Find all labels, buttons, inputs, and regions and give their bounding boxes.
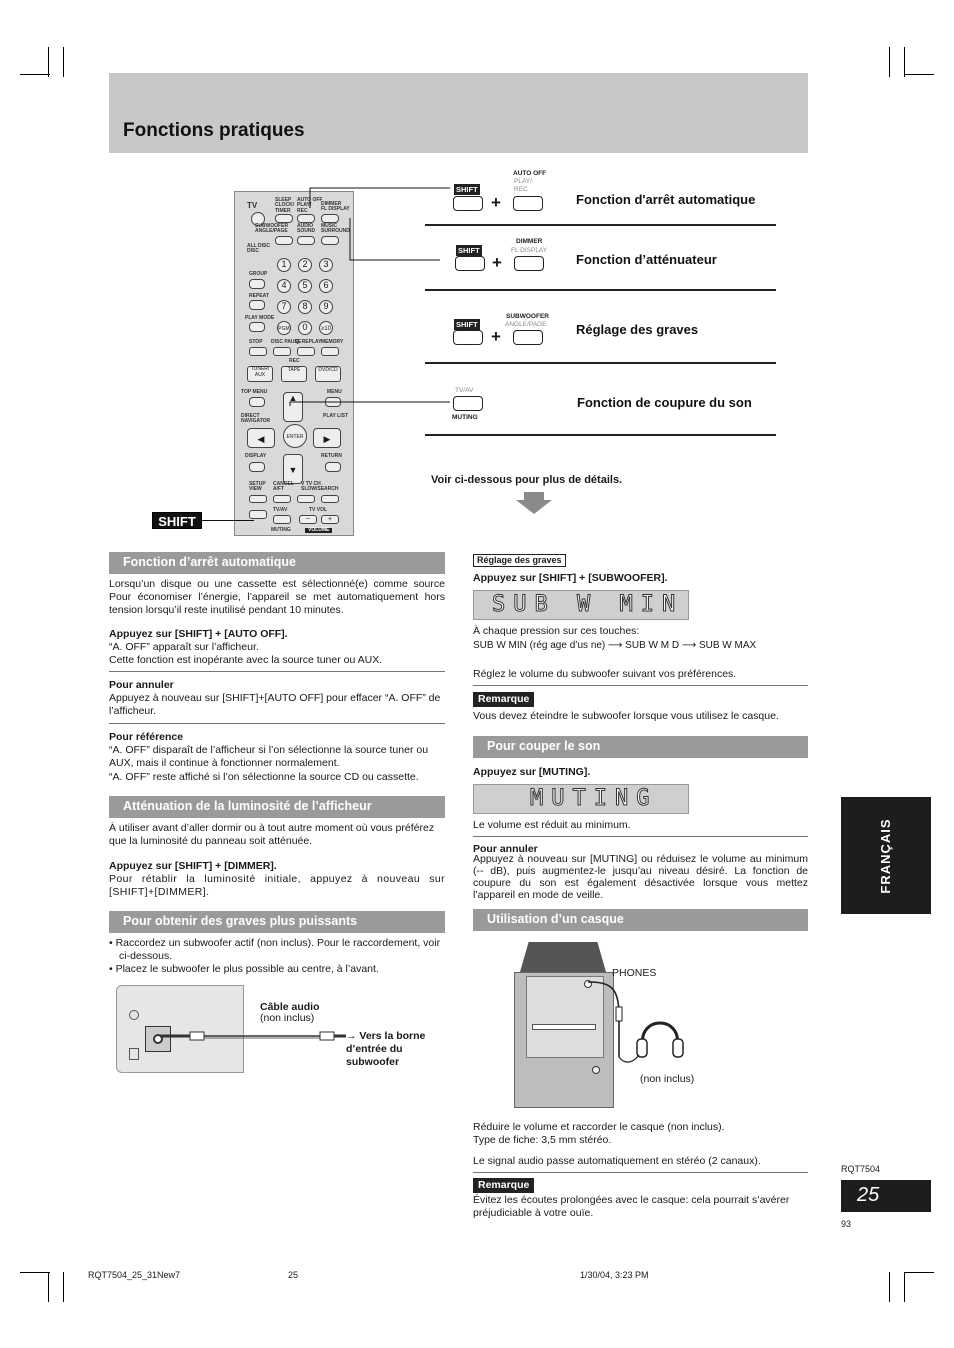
auto-off-rule1	[109, 671, 445, 672]
remote-rec-label: REC	[289, 358, 300, 364]
remote-tvav-label: TV/AV	[273, 507, 288, 513]
remote-digit-6: 6	[319, 279, 333, 293]
remote-menu-label: MENU	[327, 389, 342, 395]
func3-rule	[425, 362, 776, 364]
func1-cap: AUTO OFF	[513, 170, 547, 177]
remote-tvvol-label: TV VOL	[309, 507, 328, 513]
remote-pause-label: DISC PAUSE	[271, 339, 302, 345]
remote-slow-fwd-button	[321, 495, 339, 503]
mute-heading: Pour couper le son	[473, 736, 808, 758]
remote-playlist-label: PLAY LIST	[323, 413, 349, 419]
headphone-not-incl: (non inclus)	[640, 1073, 695, 1085]
sub-adjust-sequence	[473, 640, 756, 653]
remote-muting-label: MUTING	[271, 527, 291, 533]
sub-adjust-each-press: À chaque pression sur ces touches:	[473, 625, 640, 637]
remote-cancel-label: CANCEL A/FT	[273, 481, 294, 493]
auto-off-press-line2: Cette fonction est inopérante avec la source tuner ou AUX.	[109, 654, 383, 666]
func2-shift-tag: SHIFT	[458, 246, 480, 255]
remote-up-button: ▲	[283, 392, 303, 422]
page-title: Fonctions pratiques	[123, 120, 305, 142]
unit-top	[520, 942, 606, 972]
headphone-remark-text: Évitez les écoutes prolongées avec le casque: cela pourrait s’avérer préjudiciable à votre ouïe.	[473, 1194, 790, 1220]
sub-seq-mid: SUB W M D	[625, 640, 680, 651]
rear-panel-terminal-b	[129, 1048, 139, 1060]
func4-muting-key	[453, 396, 483, 411]
mute-press: Appuyez sur [MUTING].	[473, 766, 591, 778]
remote-qreplay-label: Q. REPLAY	[295, 339, 322, 345]
remote-digit-7: 7	[277, 300, 291, 314]
auto-off-ref-text2: “A. OFF” reste affiché si l’on sélectionne la source CD ou cassette.	[109, 771, 419, 783]
remote-topmenu-label: TOP MENU	[241, 389, 268, 395]
func4-cap: MUTING	[452, 414, 478, 421]
page-number-box	[841, 1180, 931, 1212]
remote-cancel-button	[273, 495, 291, 503]
headphone-rule	[473, 1172, 808, 1173]
remote-tv-label: TV	[247, 201, 258, 210]
bass-bullet2: • Placez le subwoofer le plus possible au centre, à l’avant.	[109, 963, 379, 975]
sub-adjust-rule	[473, 685, 808, 686]
footer-file: RQT7504_25_31New7	[88, 1270, 181, 1280]
mute-cancel-text: Appuyez à nouveau sur [MUTING] ou réduisez le volume au minimum (-- dB), puis augmentez-le jusqu’au niveau désiré. La fonction de coupure du son est également désactivée lorsque vous mettez l’appareil en mode de veille.	[473, 853, 808, 901]
remote-sound-label: AUDIO SOUND	[297, 223, 316, 235]
mute-text: Le volume est réduit au minimum.	[473, 819, 631, 831]
remote-tape-button: TAPE	[281, 366, 307, 382]
cable-sub-label: (non inclus)	[260, 1012, 315, 1024]
func2-plus: +	[492, 253, 502, 272]
auto-off-ref-text1: “A. OFF” disparaît de l’afficheur si l’on sélectionne la source tuner ou AUX, mais il continue à fonctionner normalement.	[109, 744, 429, 770]
mute-lcd: MUTING	[473, 784, 689, 814]
phones-label: PHONES	[612, 967, 657, 979]
auto-off-cancel-text: Appuyez à nouveau sur [SHIFT]+[AUTO OFF] pour effacer “A. OFF” de l’afficheur.	[109, 692, 441, 718]
func1-autooff-key	[513, 196, 543, 211]
func3-shift-tag: SHIFT	[456, 320, 478, 329]
remote-tuner-button: TUNER/ AUX	[247, 366, 273, 382]
shift-callout: SHIFT	[152, 512, 202, 529]
title-band	[109, 73, 808, 153]
remote-down-button: ▼	[283, 454, 303, 484]
func1-label: Fonction d'arrêt automatique	[576, 192, 756, 207]
bass-bullet2-text: Placez le subwoofer le plus possible au centre, à l’avant.	[115, 963, 379, 975]
language-tab	[841, 797, 931, 914]
remote-left-button: ◀	[247, 428, 275, 448]
bass-bullet1-text: Raccordez un subwoofer actif (non inclus). Pour le raccordement, voir ci-dessous.	[115, 937, 441, 963]
auto-off-intro: Lorsqu’un disque ou une cassette est sélectionné(e) comme source Pour économiser l’énergie, l’appareil se met automatiquement hors tension lorsqu’il reste inutilisé pendant 10 minutes.	[109, 578, 445, 617]
remote-digit-1: 1	[277, 258, 291, 272]
sub-page-number: 93	[841, 1219, 852, 1229]
remote-repeat-label: REPEAT	[249, 293, 269, 299]
auto-off-cancel-head: Pour annuler	[109, 679, 174, 691]
func2-rule	[425, 289, 776, 291]
audio-cable-icon	[160, 1026, 350, 1046]
func4-rule	[425, 434, 776, 436]
func1-plus: +	[491, 193, 501, 212]
mute-rule	[473, 836, 808, 837]
bass-bullet1: • Raccordez un subwoofer actif (non inclus). Pour le raccordement, voir ci-dessous.	[109, 937, 441, 963]
see-below-text: Voir ci-dessous pour plus de détails.	[431, 474, 623, 486]
auto-off-heading: Fonction d’arrêt automatique	[109, 552, 445, 574]
func3-subwoofer-key	[513, 330, 543, 345]
remote-digit-8: 8	[298, 300, 312, 314]
headphone-remark: Remarque	[473, 1178, 534, 1193]
sub-adjust-remark-text: Vous devez éteindre le subwoofer lorsque vous utilisez le casque.	[473, 710, 779, 722]
sub-adjust-press: Appuyez sur [SHIFT] + [SUBWOOFER].	[473, 572, 668, 584]
func1-sub: PLAY/ REC	[514, 178, 532, 194]
func2-label: Fonction d’atténuateur	[576, 252, 717, 267]
remote-surround-label: MUSIC SURROUND	[321, 223, 350, 235]
dimmer-intro: À utiliser avant d’aller dormir ou à tout autre moment où vous préférez que la luminosité du panneau soit atténuée.	[109, 822, 435, 848]
remote-digit-3: 3	[319, 258, 333, 272]
remote-return-label: RETURN	[321, 453, 342, 459]
remote-digit-4: 4	[277, 279, 291, 293]
remote-alldisc-label: ALL DISC DISC	[247, 243, 270, 255]
remote-subwoofer-label: SUBWOOFER ANGLE/PAGE	[255, 223, 289, 235]
remote-setup-button	[249, 495, 267, 503]
page-number: 25	[857, 1184, 880, 1206]
func3-sub: ANGLE/PAGE	[505, 321, 547, 328]
remote-memory-label: MEMORY	[321, 339, 344, 345]
sub-adjust-box-label: Réglage des graves	[473, 554, 566, 567]
rear-panel-terminal-a	[129, 1010, 139, 1020]
remote-playmode-label: PLAY MODE	[245, 315, 275, 321]
language-label: FRANÇAIS	[877, 817, 893, 894]
sub-seq-max: SUB W MAX	[698, 640, 757, 651]
sub-adjust-lcd: SUB W MIN	[473, 590, 689, 620]
func2-dimmer-key	[514, 256, 544, 271]
remote-display-label: DISPLAY	[245, 453, 267, 459]
cable-label: Câble audio	[260, 1001, 320, 1013]
func1-shift-tag: SHIFT	[456, 185, 478, 194]
arrow-right-icon: ⟶	[608, 640, 626, 651]
remote-autooff-label: AUTO OFF PLAY/ REC	[297, 197, 323, 214]
func2-cap: DIMMER	[516, 238, 543, 245]
headphone-heading: Utilisation d’un casque	[473, 909, 808, 931]
remote-volume-label: VOLUME	[305, 528, 332, 533]
remote-digit-2: 2	[298, 258, 312, 272]
leader-lines	[240, 180, 460, 420]
remote-muting-button	[273, 515, 291, 524]
remote-vol-down-button: −	[299, 515, 317, 524]
model-number: RQT7504	[841, 1164, 881, 1174]
dimmer-text: Pour rétablir la luminosité initiale, appuyez à nouveau sur [SHIFT]+[DIMMER].	[109, 873, 445, 899]
arrow-right-icon: ⟶	[681, 640, 699, 651]
func4-label: Fonction de coupure du son	[577, 395, 752, 410]
func3-cap: SUBWOOFER	[506, 313, 549, 320]
subwoofer-input-label: → Vers la borne d’entrée du subwoofer	[346, 1030, 426, 1069]
remote-tvch-label: V TV CH SLOW/SEARCH	[301, 481, 339, 493]
auto-off-ref-head: Pour référence	[109, 731, 184, 743]
func3-plus: +	[491, 327, 501, 346]
remote-dvdcd-button: DVD/CD	[315, 366, 341, 382]
func1-rule	[425, 224, 776, 226]
func3-shift-key	[453, 330, 483, 345]
headphone-text3: Le signal audio passe automatiquement en stéréo (2 canaux).	[473, 1155, 761, 1167]
remote-setup-label: SETUP VIEW	[249, 481, 266, 493]
shift-leader-line	[202, 520, 254, 521]
func2-sub: FL DISPLAY	[511, 247, 548, 254]
sub-adjust-remark: Remarque	[473, 692, 534, 707]
sub-adjust-note: Réglez le volume du subwoofer suivant vos préférences.	[473, 668, 737, 680]
remote-vol-up-button: +	[321, 515, 339, 524]
remote-dimmer-label: DIMMER FL DISPLAY	[321, 201, 350, 213]
dimmer-press: Appuyez sur [SHIFT] + [DIMMER].	[109, 860, 277, 872]
remote-slow-rev-button	[297, 495, 315, 503]
headphone-text2: Type de fiche: 3,5 mm stéréo.	[473, 1134, 612, 1146]
remote-digit-5: 5	[298, 279, 312, 293]
remote-display-button	[249, 462, 265, 472]
func4-sub: TV/AV	[455, 387, 474, 394]
remote-pgm-button: PGM	[277, 321, 291, 335]
sub-seq-min: SUB W MIN (rég age d’us ne)	[473, 640, 606, 651]
remote-return-button	[325, 462, 341, 472]
func1-shift-key	[453, 196, 483, 211]
remote-enter-button: ENTER	[283, 424, 307, 448]
auto-off-press: Appuyez sur [SHIFT] + [AUTO OFF].	[109, 628, 288, 640]
auto-off-rule2	[109, 723, 445, 724]
remote-sleep-label: SLEEP CLOCK/ TIMER	[275, 197, 295, 214]
headphone-text1: Réduire le volume et raccorder le casque (non inclus).	[473, 1121, 725, 1133]
remote-group-label: GROUP	[249, 271, 268, 277]
remote-digit-0: 0	[298, 321, 312, 335]
remote-shift-button	[249, 510, 267, 519]
remote-direct-label: DIRECT NAVIGATOR	[241, 413, 271, 425]
func2-shift-key	[455, 256, 485, 271]
remote-stop-label: STOP	[249, 339, 263, 345]
bass-heading: Pour obtenir des graves plus puissants	[109, 911, 445, 933]
remote-right-button: ▶	[313, 428, 341, 448]
func3-label: Réglage des graves	[576, 322, 699, 337]
down-arrow-icon	[516, 492, 552, 516]
auto-off-press-line1: “A. OFF” apparaît sur l’afficheur.	[109, 641, 259, 653]
footer-date: 1/30/04, 3:23 PM	[580, 1270, 649, 1280]
remote-digit-9: 9	[319, 300, 333, 314]
headphone-icon	[585, 975, 695, 1070]
remote-digit-10: ≥10	[319, 321, 333, 335]
mute-cancel-head: Pour annuler	[473, 843, 538, 855]
footer-page: 25	[288, 1270, 299, 1280]
dimmer-heading: Atténuation de la luminosité de l’afficheur	[109, 796, 445, 818]
